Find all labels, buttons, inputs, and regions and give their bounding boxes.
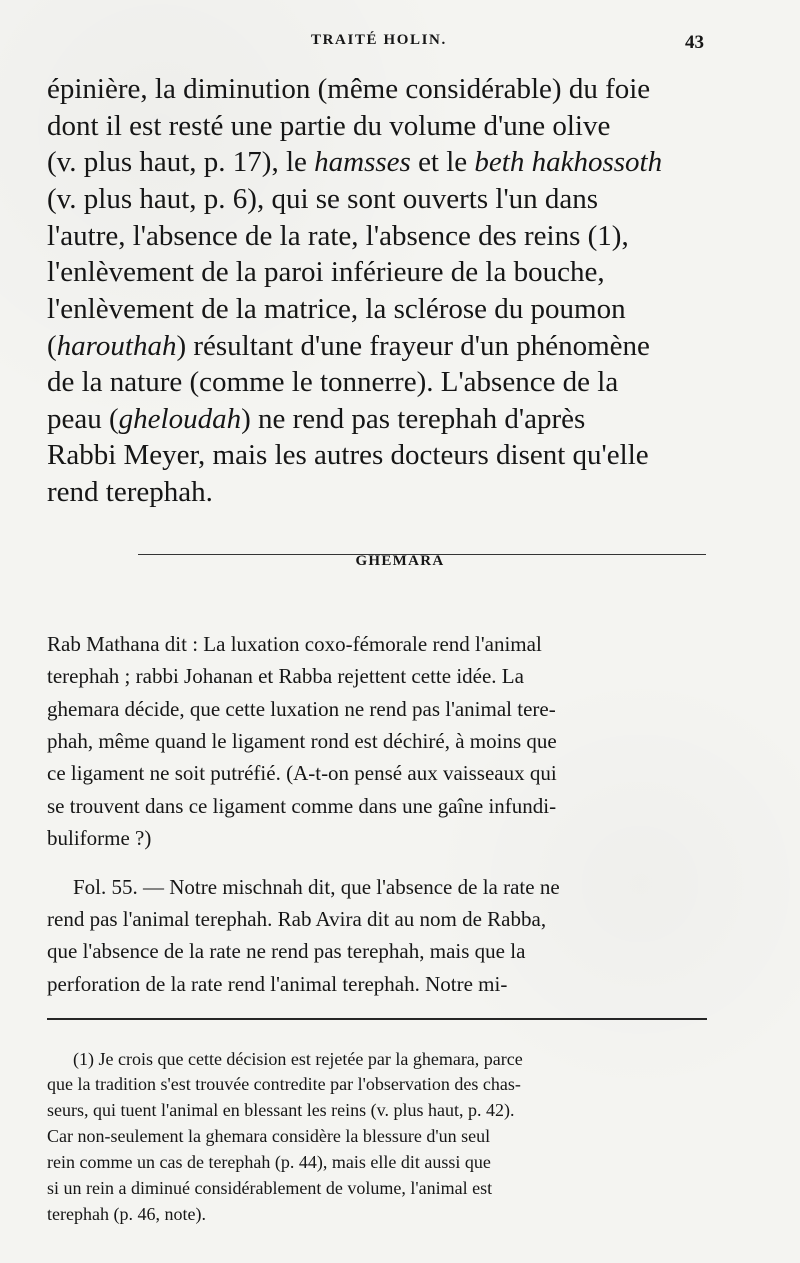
ghemara-line: rend pas l'animal terephah. Rab Avira dit au nom de Rabba, — [47, 907, 547, 931]
page-number: 43 — [685, 32, 704, 53]
running-title: TRAITÉ HOLIN. — [311, 32, 447, 48]
ghemara-line: terephah ; rabbi Johanan et Rabba rejettent cette idée. La — [47, 664, 524, 688]
mishnah-line: (v. plus haut, p. 17), le hamsses et le beth hakhossoth — [47, 146, 663, 178]
footnote-line: Car non-seulement la ghemara considère la blessure d'un seul — [47, 1126, 491, 1146]
footnote-line: seurs, qui tuent l'animal en blessant les reins (v. plus haut, p. 42). — [47, 1100, 515, 1120]
mishnah-line: dont il est resté une partie du volume d'une olive — [47, 110, 611, 142]
ghemara-line: se trouvent dans ce ligament comme dans une gaîne infundi- — [47, 794, 557, 818]
mishnah-line: peau (gheloudah) ne rend pas terephah d'après — [47, 403, 586, 435]
mishnah-line: l'enlèvement de la matrice, la sclérose du poumon — [47, 293, 626, 325]
ghemara-line: ce ligament ne soit putréfié. (A-t-on pensé aux vaisseaux qui — [47, 761, 557, 785]
ghemara-line: Fol. 55. — Notre mischnah dit, que l'absence de la rate ne — [73, 875, 560, 899]
footnote-line: que la tradition s'est trouvée contredite par l'observation des chas- — [47, 1074, 521, 1094]
footnote-line: si un rein a diminué considérablement de volume, l'animal est — [47, 1178, 493, 1198]
mishnah-line: l'enlèvement de la paroi inférieure de la bouche, — [47, 256, 605, 288]
mishnah-line: épinière, la diminution (même considérable) du foie — [47, 73, 651, 105]
mishnah-line: l'autre, l'absence de la rate, l'absence des reins (1), — [47, 220, 629, 252]
footnote-line: terephah (p. 46, note). — [47, 1204, 206, 1224]
mishnah-line: (harouthah) résultant d'une frayeur d'un phénomène — [47, 330, 650, 362]
footnote-line: (1) Je crois que cette décision est rejetée par la ghemara, parce — [73, 1049, 523, 1069]
mishnah-line: (v. plus haut, p. 6), qui se sont ouverts l'un dans — [47, 183, 599, 215]
page-header — [0, 32, 800, 56]
footnote-line: rein comme un cas de terephah (p. 44), mais elle dit aussi que — [47, 1152, 491, 1172]
footnote-rule — [47, 1018, 707, 1020]
mishnah-line: rend terephah. — [47, 476, 213, 508]
section-title: GHEMARA — [355, 553, 445, 569]
ghemara-line: perforation de la rate rend l'animal terephah. Notre mi- — [47, 972, 508, 996]
ghemara-line: phah, même quand le ligament rond est déchiré, à moins que — [47, 729, 557, 753]
ghemara-line: ghemara décide, que cette luxation ne rend pas l'animal tere- — [47, 697, 556, 721]
ghemara-line: que l'absence de la rate ne rend pas terephah, mais que la — [47, 939, 526, 963]
ghemara-line: Rab Mathana dit : La luxation coxo-fémorale rend l'animal — [47, 632, 542, 656]
mishnah-line: de la nature (comme le tonnerre). L'absence de la — [47, 366, 619, 398]
mishnah-line: Rabbi Meyer, mais les autres docteurs disent qu'elle — [47, 439, 649, 471]
ghemara-line: buliforme ?) — [47, 826, 152, 850]
